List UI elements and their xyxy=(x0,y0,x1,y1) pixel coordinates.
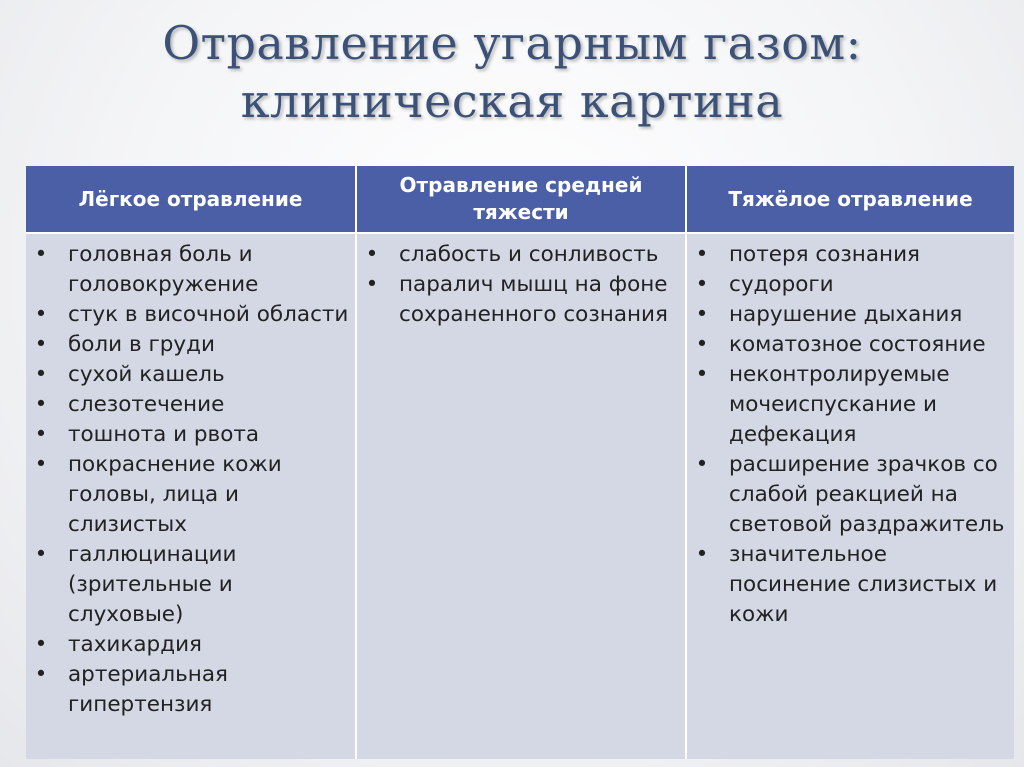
list-item-text: артериальная гипертензия xyxy=(68,662,228,717)
list-item-text: расширение зрачков со слабой реакцией на световой раздражитель xyxy=(729,452,1005,537)
moderate-symptoms-cell xyxy=(356,233,686,759)
list-item-text: галлюцинации (зрительные и слуховые) xyxy=(68,542,237,627)
bullet-icon: • xyxy=(695,452,709,477)
severe-symptoms-cell xyxy=(686,233,1014,759)
list-item-text: стук в височной области xyxy=(68,302,349,327)
list-item-text: значительное посинение слизистых и кожи xyxy=(729,542,998,627)
list-item xyxy=(26,240,355,300)
list-item-text: неконтролируемые мочеиспускание и дефекация xyxy=(729,362,950,447)
slide-title-line-2: клиническая картина xyxy=(240,74,784,128)
slide-title xyxy=(0,14,1024,130)
list-item xyxy=(26,300,355,330)
bullet-icon: • xyxy=(695,242,709,267)
list-item xyxy=(26,390,355,420)
header-severe-poisoning: Тяжёлое отравление xyxy=(686,166,1014,233)
bullet-icon: • xyxy=(34,242,48,267)
list-item-text: боли в груди xyxy=(68,332,215,357)
bullet-icon: • xyxy=(695,272,709,297)
bullet-icon: • xyxy=(34,362,48,387)
list-item-text: головная боль и головокружение xyxy=(68,242,259,297)
header-mild-poisoning: Лёгкое отравление xyxy=(26,166,356,233)
list-item xyxy=(26,540,355,630)
list-item-text: покраснение кожи головы, лица и слизистых xyxy=(68,452,282,537)
slide-title-line-1: Отравление угарным газом: xyxy=(162,16,862,70)
list-item xyxy=(687,240,1014,270)
list-item xyxy=(687,450,1014,540)
symptoms-table xyxy=(26,166,1014,759)
bullet-icon: • xyxy=(34,452,48,477)
list-item-text: судороги xyxy=(729,272,834,297)
list-item xyxy=(357,270,685,330)
list-item-text: паралич мышц на фоне сохраненного сознания xyxy=(399,272,668,327)
list-item xyxy=(687,300,1014,330)
severe-symptoms-list xyxy=(687,240,1014,630)
bullet-icon: • xyxy=(34,392,48,417)
bullet-icon: • xyxy=(34,332,48,357)
list-item xyxy=(687,330,1014,360)
list-item xyxy=(26,420,355,450)
bullet-icon: • xyxy=(695,332,709,357)
list-item xyxy=(687,270,1014,300)
list-item xyxy=(26,630,355,660)
list-item xyxy=(26,330,355,360)
list-item-text: нарушение дыхания xyxy=(729,302,963,327)
list-item xyxy=(26,660,355,720)
bullet-icon: • xyxy=(695,542,709,567)
list-item-text: слезотечение xyxy=(68,392,225,417)
mild-symptoms-list xyxy=(26,240,355,720)
table-header-row xyxy=(26,166,1014,233)
bullet-icon: • xyxy=(34,662,48,687)
list-item-text: тахикардия xyxy=(68,632,202,657)
bullet-icon: • xyxy=(695,362,709,387)
bullet-icon: • xyxy=(695,302,709,327)
list-item-text: коматозное состояние xyxy=(729,332,986,357)
bullet-icon: • xyxy=(34,542,48,567)
bullet-icon: • xyxy=(34,422,48,447)
header-moderate-poisoning: Отравление средней тяжести xyxy=(356,166,686,233)
mild-symptoms-cell xyxy=(26,233,356,759)
list-item-text: сухой кашель xyxy=(68,362,225,387)
bullet-icon: • xyxy=(365,242,379,267)
bullet-icon: • xyxy=(34,302,48,327)
list-item-text: тошнота и рвота xyxy=(68,422,260,447)
list-item xyxy=(687,540,1014,630)
bullet-icon: • xyxy=(365,272,379,297)
table-body-row xyxy=(26,233,1014,759)
bullet-icon: • xyxy=(34,632,48,657)
list-item xyxy=(26,360,355,390)
list-item xyxy=(357,240,685,270)
moderate-symptoms-list xyxy=(357,240,685,330)
list-item-text: потеря сознания xyxy=(729,242,920,267)
list-item xyxy=(26,450,355,540)
list-item xyxy=(687,360,1014,450)
list-item-text: слабость и сонливость xyxy=(399,242,659,267)
